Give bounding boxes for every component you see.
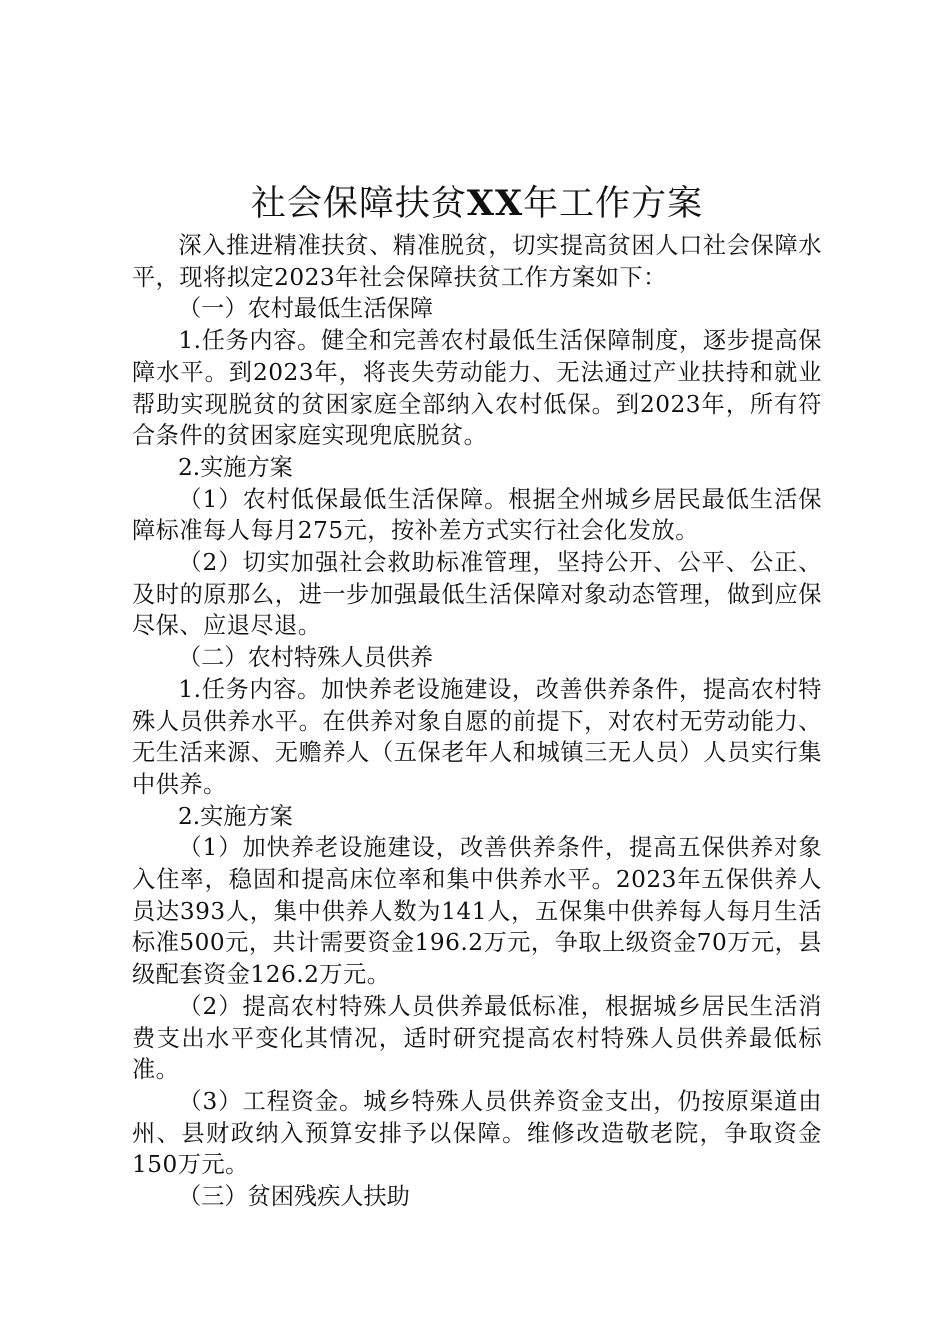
section-1-plan-item-2: （2）切实加强社会救助标准管理，坚持公开、公平、公正、及时的原那么，进一步加强最低生活保障对象动态管理，做到应保尽保、应退尽退。 [132,549,822,640]
section-2-task: 1.任务内容。加快养老设施建设，改善供养条件，提高农村特殊人员供养水平。在供养对象自愿的前提下，对农村无劳动能力、无生活来源、无赡养人（五保老年人和城镇三无人员）人员实行集中供养。 [132,675,822,798]
section-2-plan-item-3: （3）工程资金。城乡特殊人员供养资金支出，仍按原渠道由州、县财政纳入预算安排予以保障。维修改造敬老院，争取资金150万元。 [132,1087,822,1179]
section-3-heading: （三）贫困残疾人扶助 [178,1183,410,1211]
section-1-task: 1.任务内容。健全和完善农村最低生活保障制度，逐步提高保障水平。到2023年，将丧失劳动能力、无法通过产业扶持和就业帮助实现脱贫的贫困家庭全部纳入农村低保。到2023年，所有符合条件的贫困家庭实现兜底脱贫。 [132,327,822,450]
section-2-plan-item-1: （1）加快养老设施建设，改善供养条件，提高五保供养对象入住率，稳固和提高床位率和集中供养水平。2023年五保供养人员达393人，集中供养人数为141人，五保集中供养每人每月生活标准500元，共计需要资金196.2万元，争取上级资金70万元，县级配套资金126.2万元。 [132,834,822,989]
document-page [132,178,822,1213]
section-1-plan-item-1: （1）农村低保最低生活保障。根据全州城乡居民最低生活保障标准每人每月275元，按补差方式实行社会化发放。 [132,485,822,545]
section-2-plan-item-2: （2）提高农村特殊人员供养最低标准，根据城乡居民生活消费支出水平变化其情况，适时研究提高农村特殊人员供养最低标准。 [132,992,822,1084]
section-2-heading: （二）农村特殊人员供养 [178,644,434,672]
document-title: 社会保障扶贫XX年工作方案 [250,183,704,224]
section-2-plan-heading: 2.实施方案 [178,802,293,830]
section-1-heading: （一）农村最低生活保障 [178,295,434,323]
section-1-plan-heading: 2.实施方案 [178,453,293,481]
intro-paragraph: 深入推进精准扶贫、精准脱贫，切实提高贫困人口社会保障水平，现将拟定2023年社会保障扶贫工作方案如下： [132,232,822,291]
